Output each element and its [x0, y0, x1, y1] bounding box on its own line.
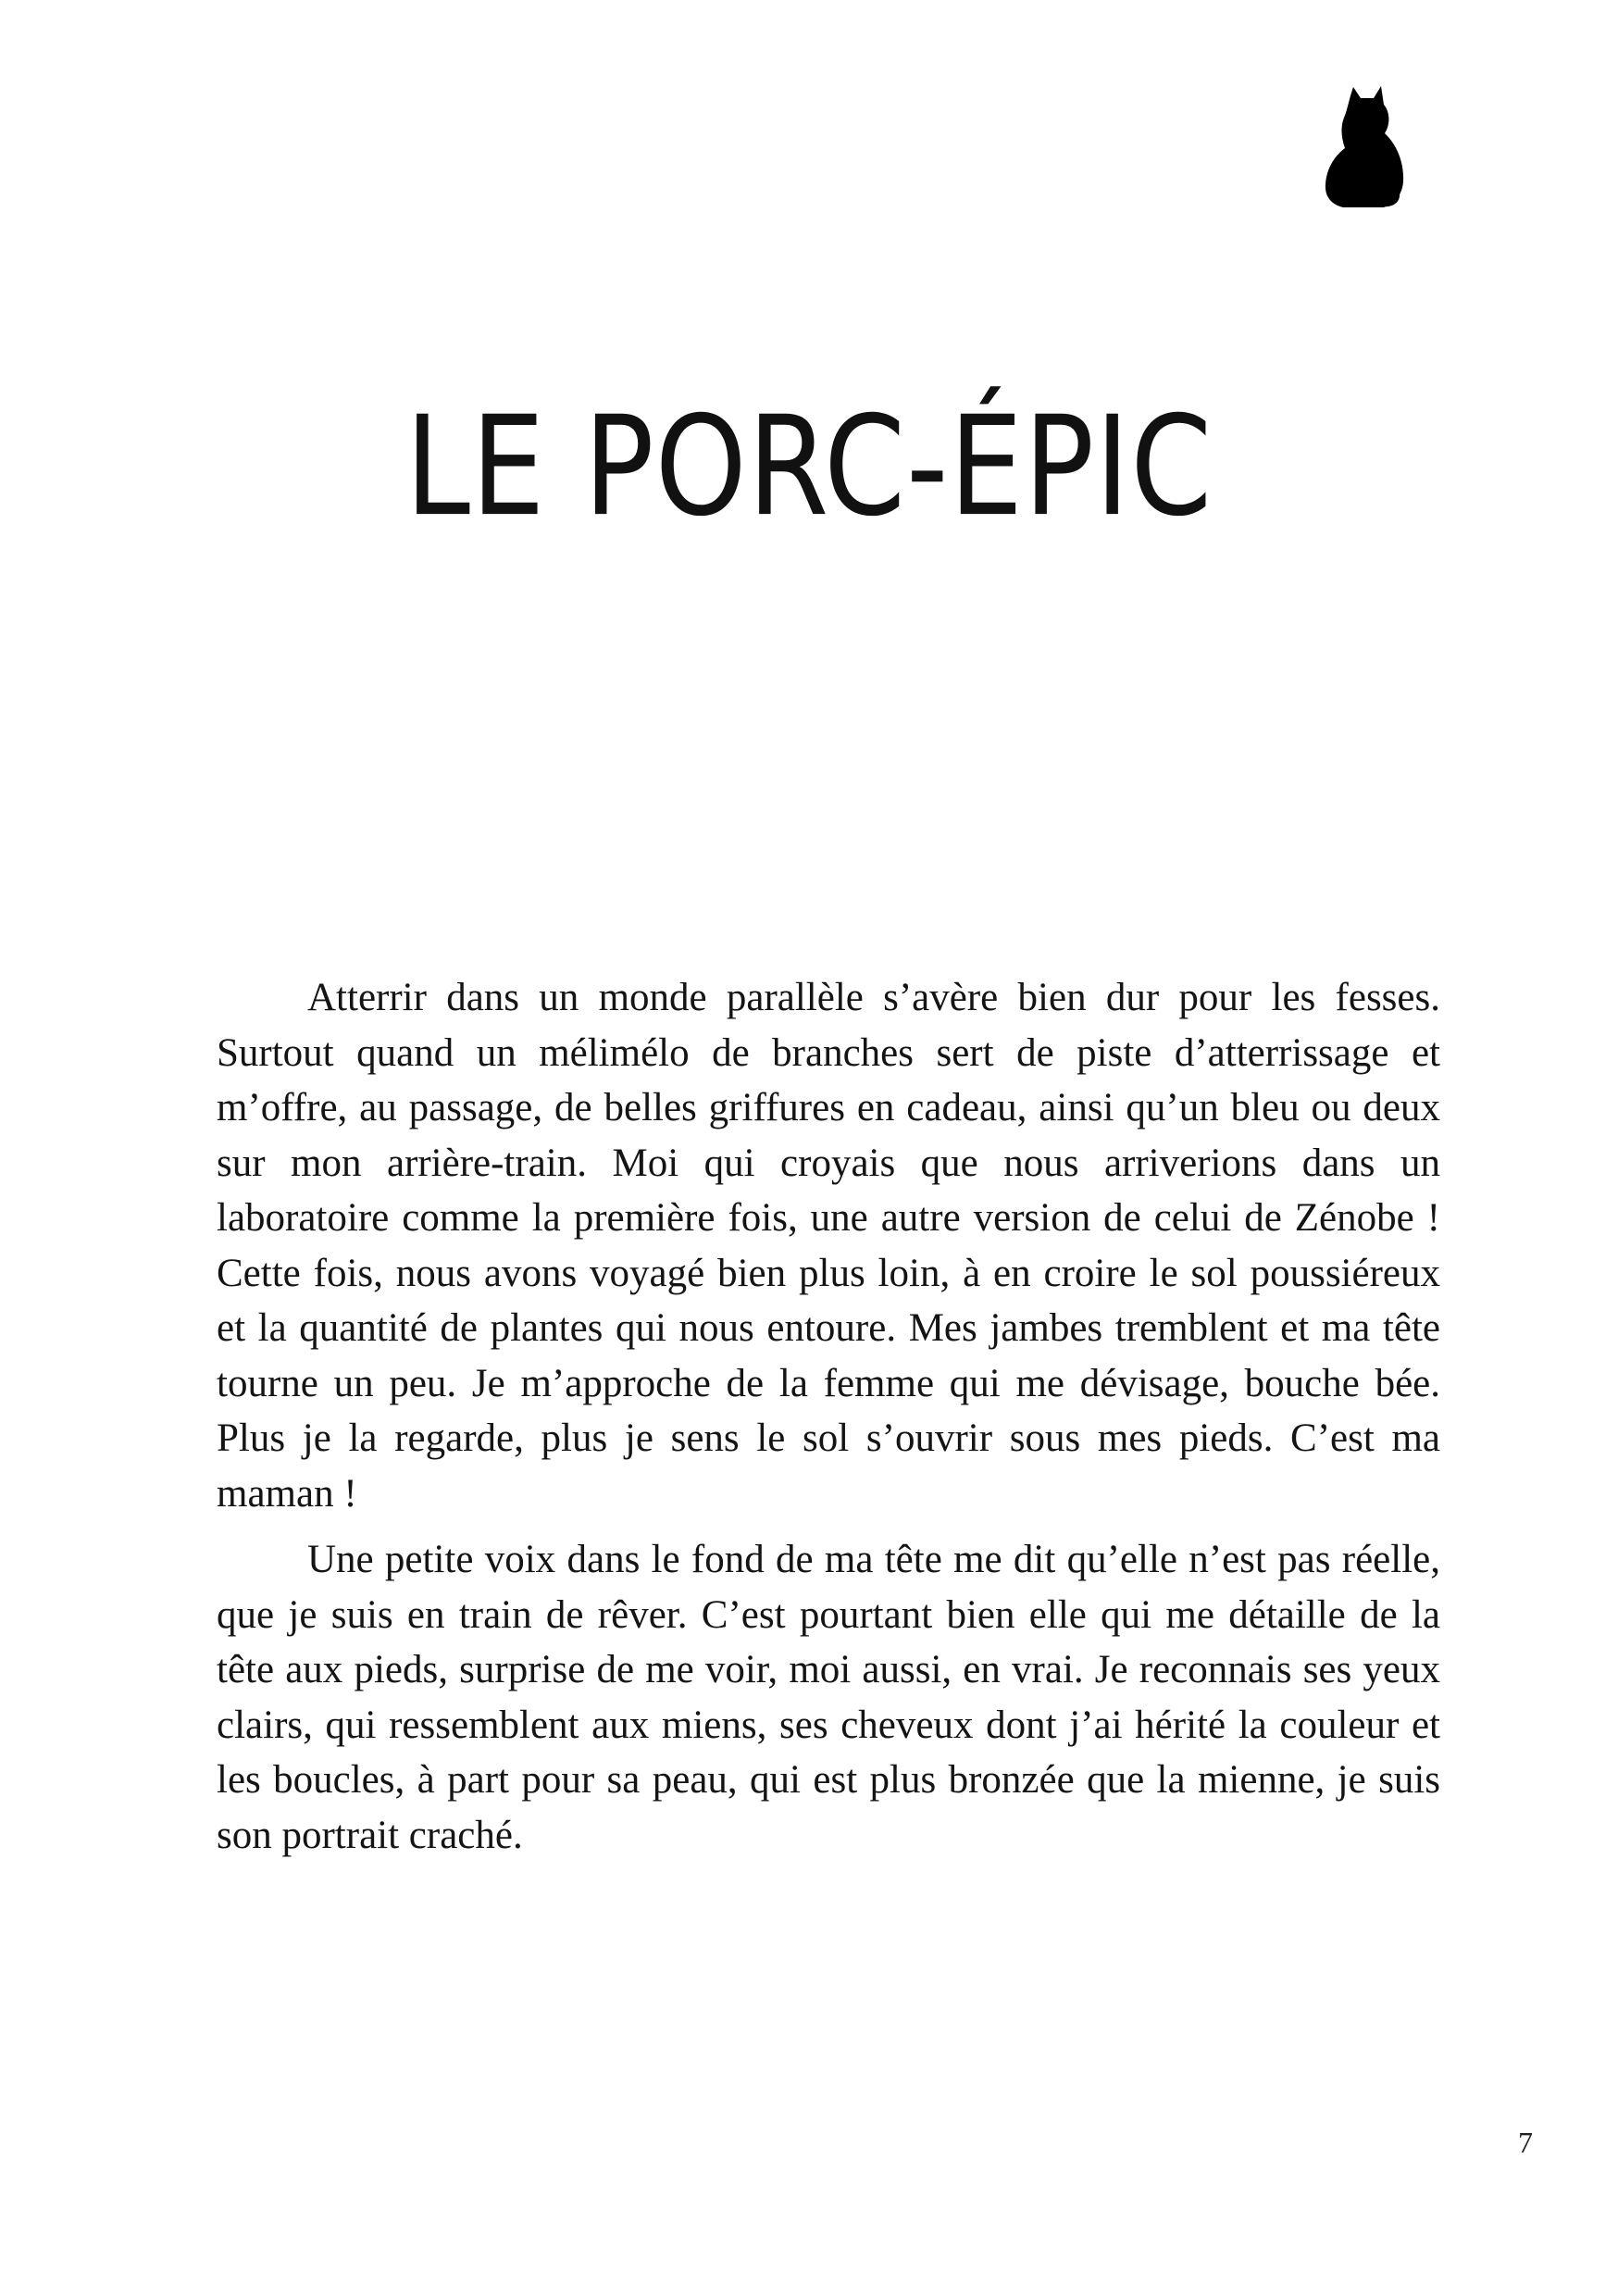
- paragraph-1: Atterrir dans un monde parallèle s’avère bien dur pour les fesses. Surtout quand un mélimélo de branches sert de piste d’atterrissage et m’offre, au passage, de belles griffures en cadeau, ainsi qu’un bleu ou deux sur mon arrière-train. Moi qui croyais que nous arriverions dans un laboratoire comme la première fois, une autre version de celui de Zénobe ! Cette fois, nous avons voyagé bien plus loin, à en croire le sol poussiéreux et la quantité de plantes qui nous entoure. Mes jambes tremblent et ma tête tourne un peu. Je m’approche de la femme qui me dévisage, bouche bée. Plus je la regarde, plus je sens le sol s’ouvrir sous mes pieds. C’est ma maman !: [217, 976, 1440, 1516]
- paragraph-2: Une petite voix dans le fond de ma tête me dit qu’elle n’est pas réelle, que je suis en train de rêver. C’est pourtant bien elle qui me détaille de la tête aux pieds, surprise de me voir, moi aussi, en vrai. Je reconnais ses yeux clairs, qui ressemblent aux miens, ses cheveux dont j’ai hérité la couleur et les boucles, à part pour sa peau, qui est plus bronzée que la mienne, je suis son portrait craché.: [217, 1538, 1440, 1857]
- chapter-body: [217, 970, 1440, 1863]
- cat-silhouette-icon: [1322, 80, 1407, 211]
- chapter-title: LE PORC-ÉPIC: [404, 386, 1214, 547]
- page-number: 7: [1518, 2126, 1533, 2159]
